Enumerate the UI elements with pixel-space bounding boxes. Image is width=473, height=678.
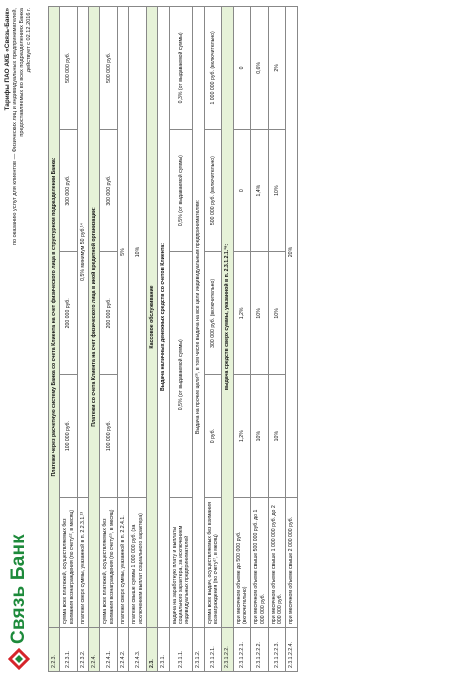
row-number: 2.3.1.2.2.1. [233,628,251,672]
table-row [146,7,157,672]
table-row [100,7,118,672]
tariff-value: 0,5% (от выдаваемой суммы) [169,129,193,252]
row-number: 2.2.4.1. [100,628,118,672]
row-description: сумма всех платежей, осуществляемых без взимания вознаграждения (по счету¹⁵, в месяц) [100,498,118,628]
tariff-value: 100 000 руб. [100,375,118,498]
row-number: 2.2.3.2. [77,628,88,672]
tariff-value: 0 [233,7,251,130]
svyazbank-logo-icon [8,648,30,670]
table-row [286,7,297,672]
tariff-value: 1,2% [233,375,251,498]
table-row [118,7,129,672]
tariff-value: 500 000 руб. [100,7,118,130]
tariff-value: 300 000 руб. (включительно) [204,252,222,375]
row-number: 2.2.4.3. [129,628,147,672]
tariff-value: 10% [251,375,269,498]
table-row [89,7,100,672]
table-row [233,7,251,672]
header-text-block [4,8,33,338]
row-number: 2.3.1.2.2.3. [268,628,286,672]
row-number: 2.3. [146,628,157,672]
row-description: при месячном объеме свыше 2 000 000 руб. [286,498,297,628]
tariff-value: 100 000 руб. [60,375,78,498]
tariff-value: 200 000 руб. [100,252,118,375]
section-title: Платежи со счета Клиента на счет физического лица в иной кредитной организации: [89,7,100,628]
tariff-value: 0,6% [251,7,269,130]
row-number: 2.2.3.1. [60,628,78,672]
tariff-value: 10% [268,129,286,252]
tariff-value: 1,2% [233,252,251,375]
tariff-value: 10% [251,252,269,375]
tariff-value: 10% [129,7,147,498]
tariff-value: 500 000 руб. (включительно) [204,129,222,252]
brand-logo [8,534,30,670]
table-row [49,7,60,672]
row-description: при месячном объеме до 500 000 руб. (включительно) [233,498,251,628]
tariff-value: 0,5% минимум 50 руб.¹⁴ [77,7,88,498]
table-row [204,7,222,672]
table-row [193,7,204,672]
row-description: платежи свыше суммы 1 000 000 руб. (за исключением выплат социального характера) [129,498,147,628]
table-row [268,7,286,672]
table-row [77,7,88,672]
row-number: 2.2.4.2. [118,628,129,672]
row-number: 2.3.1. [158,628,169,672]
row-number: 2.3.1.2.2. [222,628,233,672]
table-row [158,7,169,672]
tariff-value: 10% [268,252,286,375]
tariff-subtitle-line: предоставляемых во всех подразделениях Банка [19,8,25,137]
tariff-value: 300 000 руб. [100,129,118,252]
document-header [0,0,48,678]
tariff-value: 1 000 000 руб. (включительно) [204,7,222,130]
tariff-value: 0,3% (от выдаваемой суммы) [169,7,193,130]
row-description: при месячном объеме свыше 500 000 руб. до 1 000 000 руб. [251,498,269,628]
tariff-table [48,6,298,672]
row-description: сумма всех платежей, осуществляемых без взимания вознаграждения (по счету¹², в месяц) [60,498,78,628]
section-title: Выдача на прочие цели¹⁶, в том числе выдача на все цели индивидуальным предпринимателям: [193,7,204,628]
row-number: 2.3.1.2.2.2. [251,628,269,672]
row-number: 2.2.4. [89,628,100,672]
row-description: платежи сверх суммы, указанной в п. 2.2.3.1.¹³ [77,498,88,628]
tariff-value: 0 [233,129,251,252]
brand-name: Связь Банк [8,534,29,644]
row-number: 2.3.1.1. [169,628,193,672]
tariff-value: 20% [286,7,297,498]
tariff-value: 0 руб. [204,375,222,498]
row-number: 2.3.1.2.2.4. [286,628,297,672]
section-title: Выдача наличных денежных средств со счетов Клиента: [158,7,169,628]
table-row [251,7,269,672]
tariff-value: 10% [268,375,286,498]
tariff-value: 1,4% [251,129,269,252]
tariff-value: 300 000 руб. [60,129,78,252]
table-row [222,7,233,672]
row-description: при месячном объеме свыше 1 000 000 руб. до 2 000 000 руб. [268,498,286,628]
row-description: сумма всех выдач, осуществляемых без взимания вознаграждения (по счету¹⁷, в месяц) [204,498,222,628]
section-title: Кассовое обслуживание [146,7,157,628]
tariff-value: 500 000 руб. [60,7,78,130]
section-title: Платежи через расчетную систему Банка со счета Клиента на счет физического лица в структурном подразделении Банка: [49,7,60,628]
row-number: 2.2.3. [49,628,60,672]
tariff-effective-date: действует с 02.12.2016 г. [26,8,32,73]
section-title: выдача средств сверх суммы, указанной в п. 2.3.1.2.1.¹⁸: [222,7,233,628]
table-row [129,7,147,672]
tariff-value: 2% [268,7,286,130]
tariff-value: 5% [118,7,129,498]
table-row [60,7,78,672]
table-row [169,7,193,672]
tariff-value: 200 000 руб. [60,252,78,375]
tariff-subtitle-line: по оказанию услуг для клиентов — Физических лиц и индивидуальных предпринимателей, [12,8,18,246]
tariff-title: Тарифы ПАО АКБ «Связь-Банк» [4,8,11,111]
row-number: 2.3.1.2.1. [204,628,222,672]
tariff-value: 0,5% (от выдаваемой суммы) [169,252,193,498]
row-description: платежи сверх суммы, указанной в п. 2.2.4.1. [118,498,129,628]
row-description: выдача на заработную плату и выплаты социального характера, за исключением индивидуальных предпринимателей [169,498,193,628]
row-number: 2.3.1.2. [193,628,204,672]
